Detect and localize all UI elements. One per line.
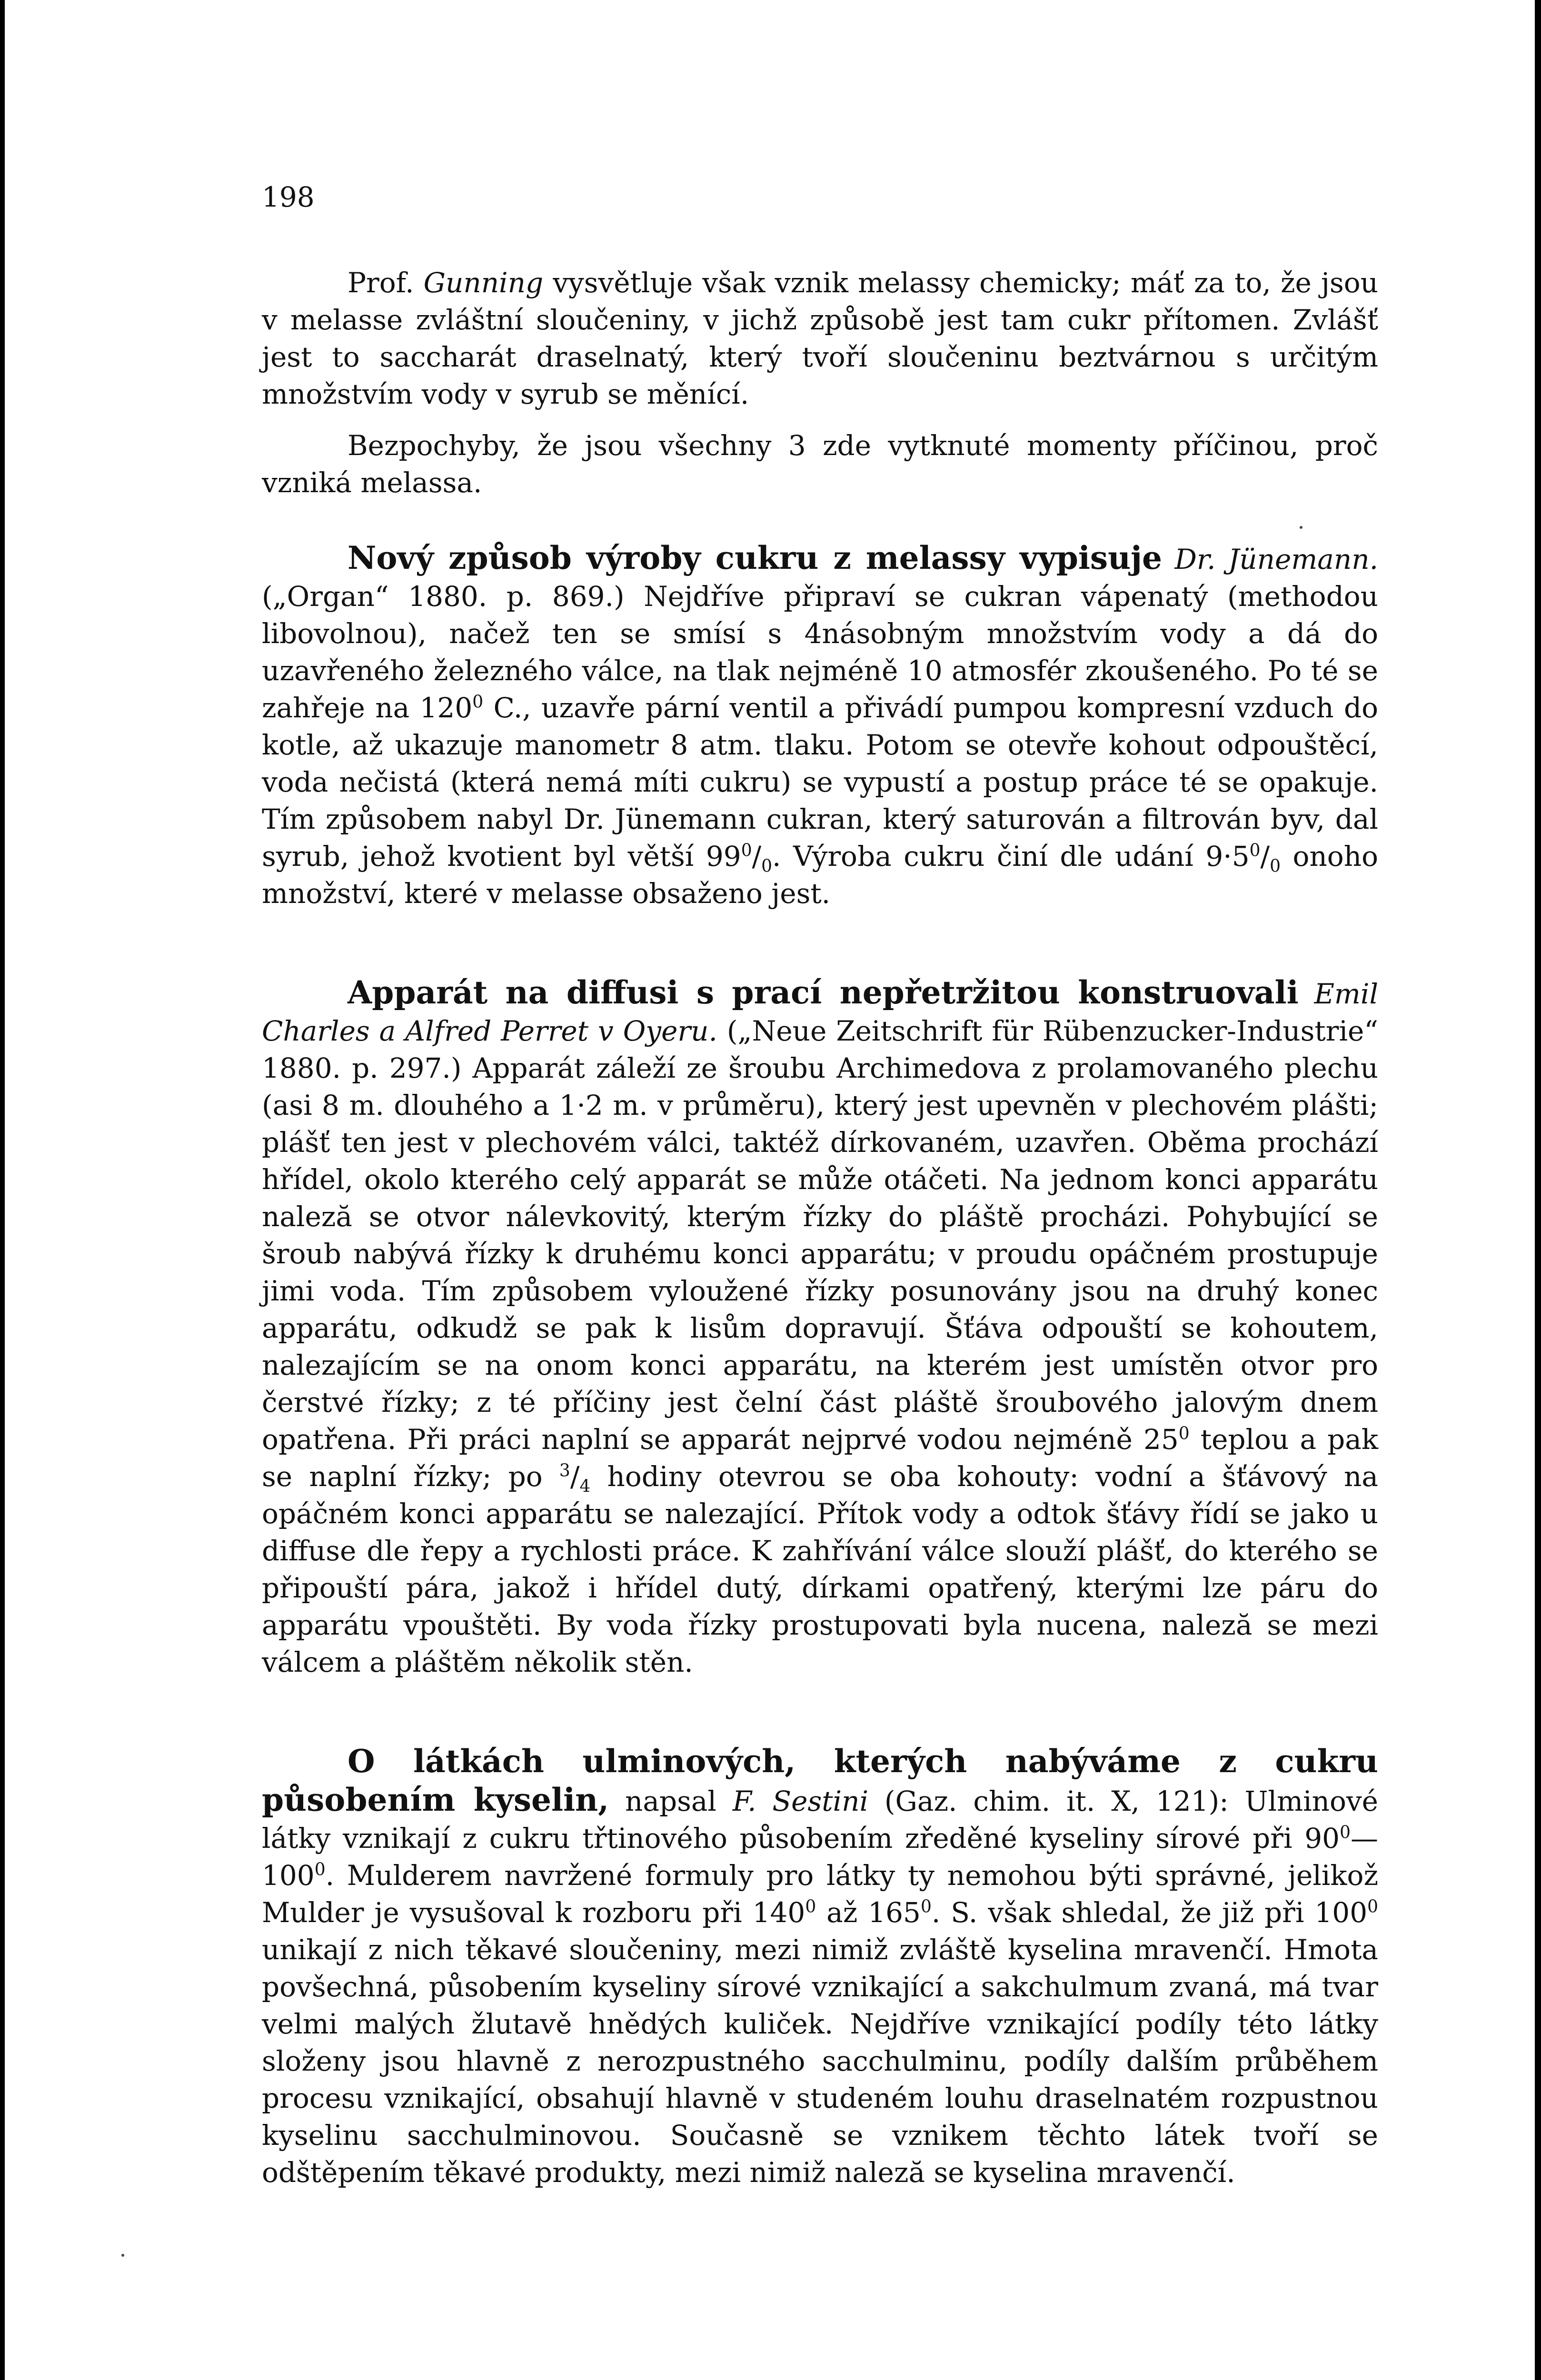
print-speck	[1300, 526, 1302, 529]
book-page	[5, 0, 1535, 2380]
section-junemann: Nový způsob výroby cukru z melassy vypisuje Dr. Jünemann. („Organ“ 1880. p. 869.) Nejdříve připraví se cukran vápenatý (methodou libovolnou), načež ten se smísí s 4násobným množstvím vody a dá do uzavřeného železného válce, na tlak nejméně 10 atmosfér zkoušeného. Po té se zahřeje na $120^0$ C., uzavře pární ventil a přivádí pumpou kompresní vzduch do kotle, až ukazuje manometr 8 atm. tlaku. Potom se otevře kohout odpouštěcí, voda nečistá (která nemá míti cukru) se vypustí a postup práce té se opakuje. Tím způsobem nabyl Dr. Jünemann cukran, který saturován a filtrován byv, dal syrub, jehož kvotient byl větší $99^0/_0$. Výroba cukru činí dle udání $9\cdot 5^0/_0$ onoho množství, které v melasse obsaženo jest.	[262, 539, 1379, 910]
section-heading: Apparát na diffusi s prací nepřetržitou konstruovali	[348, 974, 1299, 1011]
section-apparatus: Apparát na diffusi s prací nepřetržitou konstruovali Emil Charles a Alfred Perret v Oyeru. („Neue Zeitschrift für Rübenzucker-Industrie“ 1880. p. 297.) Apparát záleží ze šroubu Archimedova z prolamovaného plechu (asi 8 m. dlouhého a 1·2 m. v průměru), který jest upevněn v plechovém plášti; plášť ten jest v plechovém válci, taktéž dírkovaném, uzavřen. Oběma prochází hřídel, okolo kterého celý apparát se může otáčeti. Na jednom konci apparátu naleză se otvor nálevkovitý, kterým řízky do pláště procházi. Pohybující se šroub nabývá řízky k druhému konci apparátu; v proudu opáčném prostupuje jimi voda. Tím způsobem vyloužené řízky posunovány jsou na druhý konec apparátu, odkudž se pak k lisům dopravují. Šťáva odpouští se kohoutem, nalezajícím se na onom konci apparátu, na kterém jest umístěn otvor pro čerstvé řízky; z té příčiny jest čelní část pláště šroubového jalovým dnem opatřena. Při práci naplní se apparát nejprvé vodou nejméně $25^0$ teplou a pak se naplní řízky; po $^3/_4$ hodiny otevrou se oba kohouty: vodní a šťávový na opáčném konci apparátu se nalezající. Přítok vody a odtok šťávy řídí se jako u diffuse dle řepy a rychlosti práce. K zahřívání válce slouží plášť, do kterého se připouští pára, jakož i hřídel dutý, dírkami opatřený, kterými lze páru do apparátu vpouštěti. By voda řízky prostupovati byla nucena, naleză se mezi válcem a pláštěm několik stěn.	[262, 974, 1379, 1678]
page-body	[262, 264, 1378, 2191]
paragraph-gunning: Prof. Gunning vysvětluje však vznik melassy chemicky; máť za to, že jsou v melasse zvláštní sloučeniny, v jichž způsobě jest tam cukr přítomen. Zvlášť jest to saccharát draselnatý, který tvoří sloučeninu beztvárnou s určitým množstvím vody v syrub se měnící.	[262, 267, 1378, 410]
section-heading: O látkách ulminových, kterých nabýváme z cukru působením kyselin,	[262, 1743, 1378, 1818]
section-ulmin: O látkách ulminových, kterých nabýváme z cukru působením kyselin, napsal F. Sestini (Gaz. chim. it. X, 121): Ulminové látky vznikají z cukru třtinového působením zředěné kyseliny sírové při $90^0—100^0$. Mulderem navržené formuly pro látky ty nemohou býti správné, jelikož Mulder je vysušoval k rozboru při $140^0$ až $165^0$. S. však shledal, že již při $100^0$ unikají z nich těkavé sloučeniny, mezi nimiž zvláště kyselina mravenčí. Hmota povšechná, působením kyseliny sírové vznikající a sakchulmum zvaná, má tvar velmi malých žlutavě hnědých kuliček. Nejdříve vznikající podíly této látky složeny jsou hlavně z nerozpustného sacchulminu, podíly dalším průběhem procesu vznikající, obsahují hlavně v studeném louhu draselnatém rozpustnou kyselinu sacchulminovou. Současně se vznikem těchto látek tvoří se odštěpením těkavé produkty, mezi nimiž naleză se kyselina mravenčí.	[262, 1743, 1379, 2189]
author-name: Gunning	[423, 267, 544, 299]
paragraph-conclusion: Bezpochyby, že jsou všechny 3 zde vytknuté momenty příčinou, proč vzniká melassa.	[262, 429, 1378, 499]
author-name: Emil Charles a Alfred Perret v Oyeru.	[262, 978, 1379, 1047]
author-name: Dr. Jünemann.	[1162, 543, 1379, 575]
author-name: F. Sestini	[732, 1785, 869, 1817]
section-heading: Nový způsob výroby cukru z melassy vypisuje	[348, 539, 1162, 576]
print-speck	[121, 2254, 124, 2257]
page-number: 198	[262, 181, 315, 213]
